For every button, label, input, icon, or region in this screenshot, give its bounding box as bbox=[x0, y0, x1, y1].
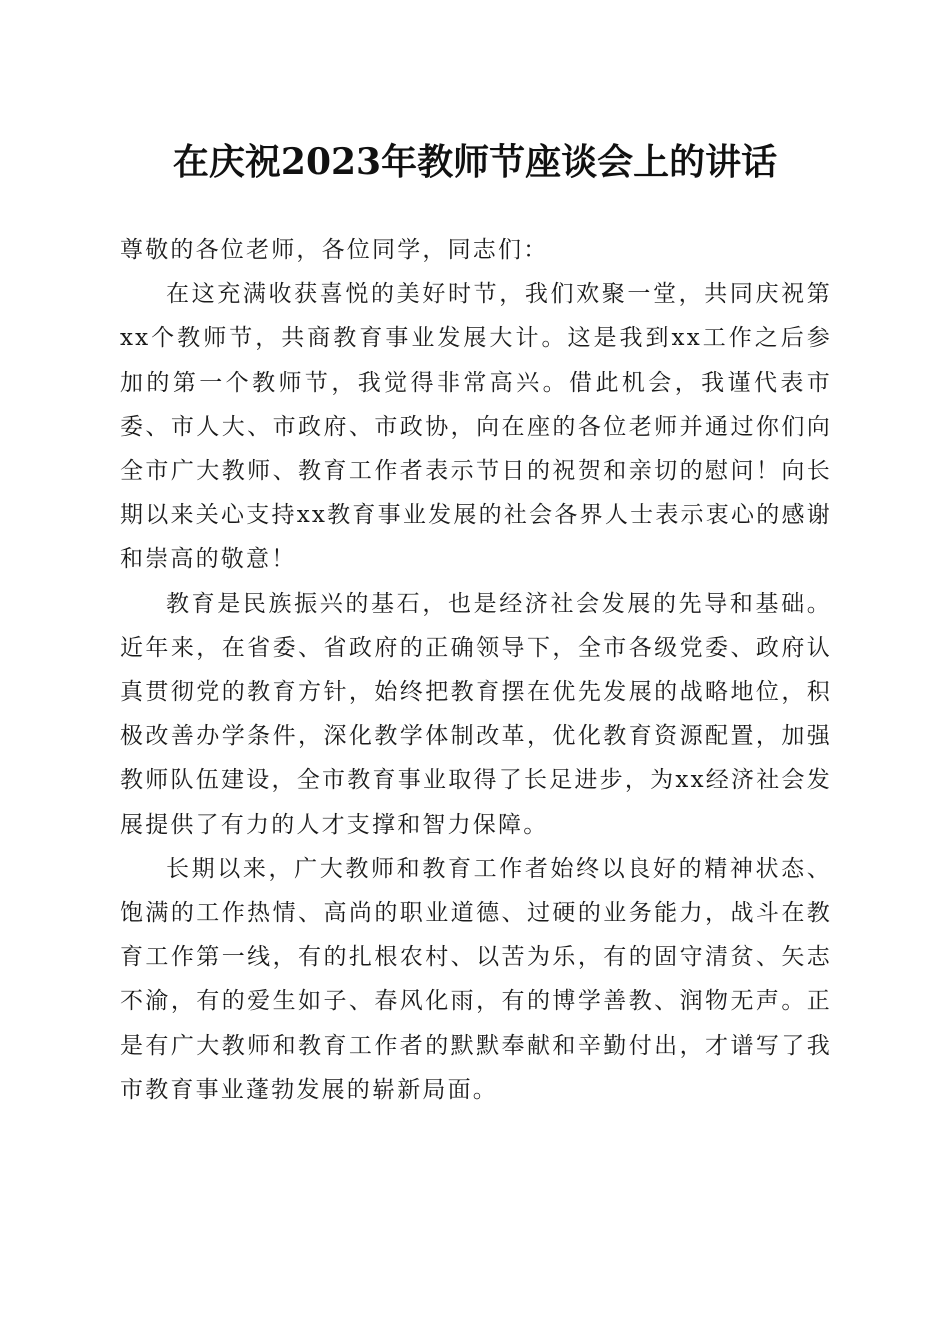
paragraph-3: 长期以来，广大教师和教育工作者始终以良好的精神状态、饱满的工作热情、高尚的职业道德、过硬的业务能力，战斗在教育工作第一线，有的扎根农村、以苦为乐，有的固守清贫、矢志不渝，有的爱生如子、春风化雨，有的博学善教、润物无声。正是有广大教师和教育工作者的默默奉献和辛勤付出，才谱写了我市教育事业蓬勃发展的崭新局面。 bbox=[120, 855, 832, 1103]
salutation: 尊敬的各位老师，各位同学，同志们： bbox=[120, 237, 549, 263]
document-title: 在庆祝2023年教师节座谈会上的讲话 bbox=[172, 141, 778, 183]
paragraph-2: 教育是民族振兴的基石，也是经济社会发展的先导和基础。近年来，在省委、省政府的正确领导下，全市各级党委、政府认真贯彻党的教育方针，始终把教育摆在优先发展的战略地位，积极改善办学条件，深化教学体制改革，优化教育资源配置，加强教师队伍建设，全市教育事业取得了长足进步，为xx经济社会发展提供了有力的人才支撑和智力保障。 bbox=[120, 590, 832, 838]
document-body bbox=[120, 228, 832, 1112]
paragraph-1: 在这充满收获喜悦的美好时节，我们欢聚一堂，共同庆祝第xx个教师节，共商教育事业发展大计。这是我到xx工作之后参加的第一个教师节，我觉得非常高兴。借此机会，我谨代表市委、市人大、市政府、市政协，向在座的各位老师并通过你们向全市广大教师、教育工作者表示节日的祝贺和亲切的慰问！向长期以来关心支持xx教育事业发展的社会各界人士表示衷心的感谢和崇高的敬意！ bbox=[120, 281, 832, 573]
